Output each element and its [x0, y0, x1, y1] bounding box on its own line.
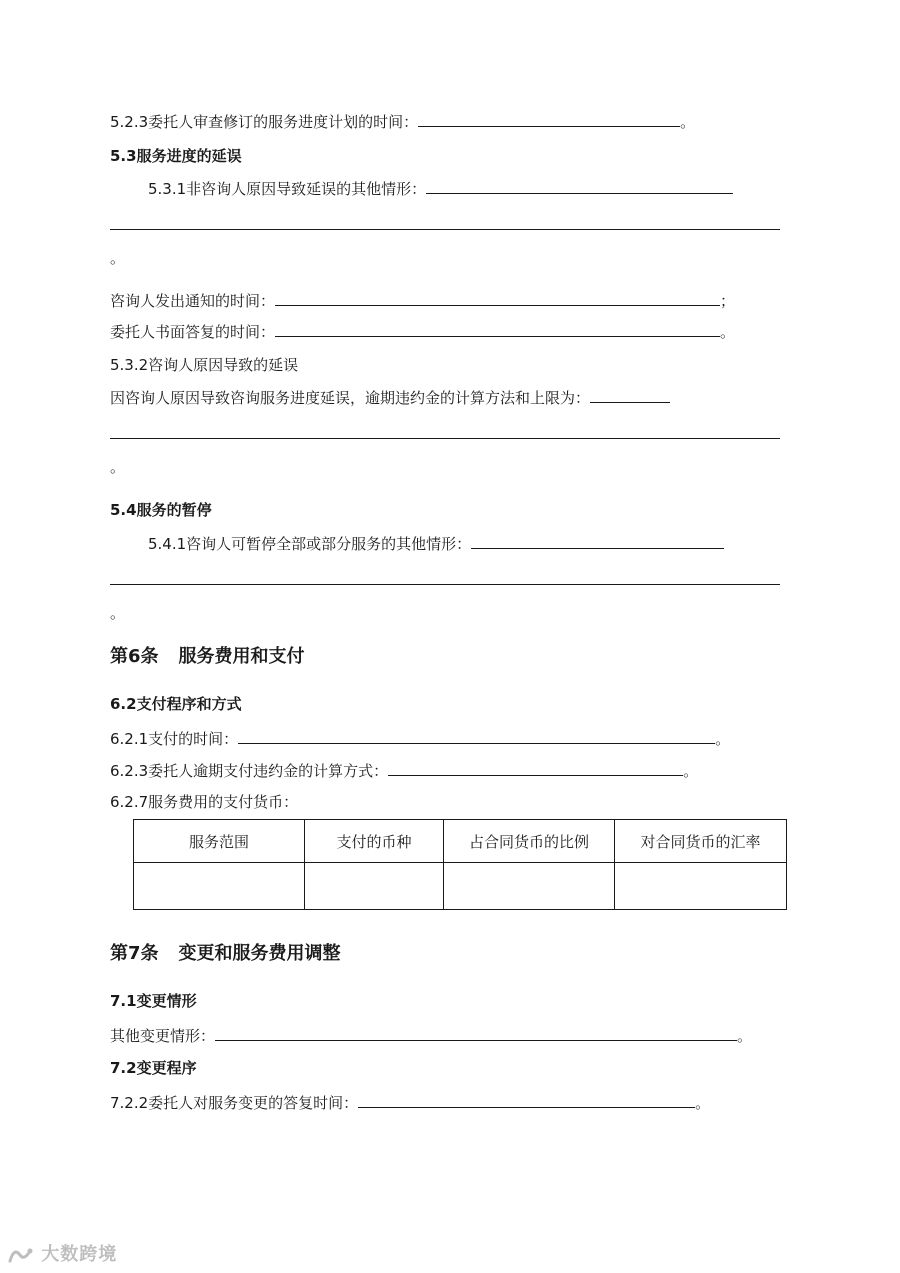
clause-5-3-2: [110, 388, 670, 408]
clause-7-1-text: 其他变更情形：: [110, 1027, 216, 1045]
blank-5-4-1[interactable]: [471, 534, 724, 549]
reply-time: 委托人书面答复的时间： 。: [110, 323, 736, 341]
blank-5-3-2[interactable]: [590, 388, 670, 403]
currency-table: [133, 819, 787, 910]
blank-5-3-1[interactable]: [426, 179, 733, 194]
section-5-4-title: 5.4服务的暂停: [110, 501, 212, 519]
clause-6-2-1-text: 6.2.1支付的时间：: [110, 730, 239, 748]
blank-6-2-3[interactable]: [388, 761, 683, 776]
table-row: [134, 863, 787, 910]
clause-6-2-3-text: 6.2.3委托人逾期支付违约金的计算方式：: [110, 762, 389, 780]
notify-time: 咨询人发出通知的时间： ；: [110, 292, 736, 310]
table-cell[interactable]: [305, 863, 444, 910]
header-service-scope: 服务范围: [134, 820, 305, 863]
article-7-heading: [110, 942, 341, 966]
clause-5-3-2-end: 。: [110, 458, 126, 476]
blank-5-3-1-continued[interactable]: [110, 229, 780, 230]
header-contract-currency-ratio: 占合同货币的比例: [444, 820, 615, 863]
blank-reply-time[interactable]: [275, 322, 720, 337]
section-5-3-title: 5.3服务进度的延误: [110, 147, 242, 165]
clause-5-2-3-text: 5.2.3委托人审查修订的服务进度计划的时间：: [110, 113, 419, 131]
blank-5-4-1-continued[interactable]: [110, 584, 780, 585]
clause-5-4-1: [148, 534, 724, 554]
watermark: [8, 1240, 117, 1266]
table-cell[interactable]: [134, 863, 305, 910]
clause-5-3-2-title: 5.3.2咨询人原因导致的延误: [110, 356, 299, 374]
section-7-1-title: 7.1变更情形: [110, 992, 197, 1010]
article-7-title: 变更和服务费用调整: [178, 943, 341, 964]
clause-5-3-1: [148, 179, 733, 199]
blank-7-2-2[interactable]: [358, 1093, 695, 1108]
article-7-number: 第7条: [110, 943, 159, 964]
article-6-number: 第6条: [110, 646, 159, 667]
reply-time-text: 委托人书面答复的时间：: [110, 323, 276, 341]
table-header-row: [134, 820, 787, 863]
table-cell[interactable]: [615, 863, 787, 910]
clause-5-3-1-text: 5.3.1非咨询人原因导致延误的其他情形：: [148, 180, 427, 198]
clause-7-2-2: 7.2.2委托人对服务变更的答复时间： 。: [110, 1094, 711, 1112]
clause-6-2-1: 6.2.1支付的时间： 。: [110, 730, 731, 748]
clause-5-2-3: 5.2.3委托人审查修订的服务进度计划的时间： 。: [110, 113, 696, 131]
clause-5-3-2-text: 因咨询人原因导致咨询服务进度延误，逾期违约金的计算方法和上限为：: [110, 389, 591, 407]
clause-5-4-1-end: 。: [110, 604, 126, 622]
clause-6-2-3: 6.2.3委托人逾期支付违约金的计算方式： 。: [110, 762, 699, 780]
clause-7-1-other: 其他变更情形： 。: [110, 1027, 753, 1045]
notify-time-text: 咨询人发出通知的时间：: [110, 292, 276, 310]
article-6-title: 服务费用和支付: [178, 646, 305, 667]
section-7-2-title: 7.2变更程序: [110, 1059, 197, 1077]
clause-7-2-2-text: 7.2.2委托人对服务变更的答复时间：: [110, 1094, 359, 1112]
watermark-text: 大数跨境: [41, 1244, 118, 1265]
clause-5-4-1-text: 5.4.1咨询人可暂停全部或部分服务的其他情形：: [148, 535, 472, 553]
section-6-2-title: 6.2支付程序和方式: [110, 695, 242, 713]
header-payment-currency: 支付的币种: [305, 820, 444, 863]
watermark-logo-icon: [8, 1245, 34, 1265]
header-exchange-rate: 对合同货币的汇率: [615, 820, 787, 863]
blank-notify-time[interactable]: [275, 291, 720, 306]
blank-7-1[interactable]: [215, 1026, 737, 1041]
blank-5-2-3[interactable]: [418, 112, 680, 127]
article-6-heading: [110, 645, 305, 669]
blank-6-2-1[interactable]: [238, 729, 715, 744]
table-cell[interactable]: [444, 863, 615, 910]
blank-5-3-2-continued[interactable]: [110, 438, 780, 439]
clause-6-2-7: 6.2.7服务费用的支付货币：: [110, 793, 299, 811]
clause-5-3-1-end: 。: [110, 249, 126, 267]
